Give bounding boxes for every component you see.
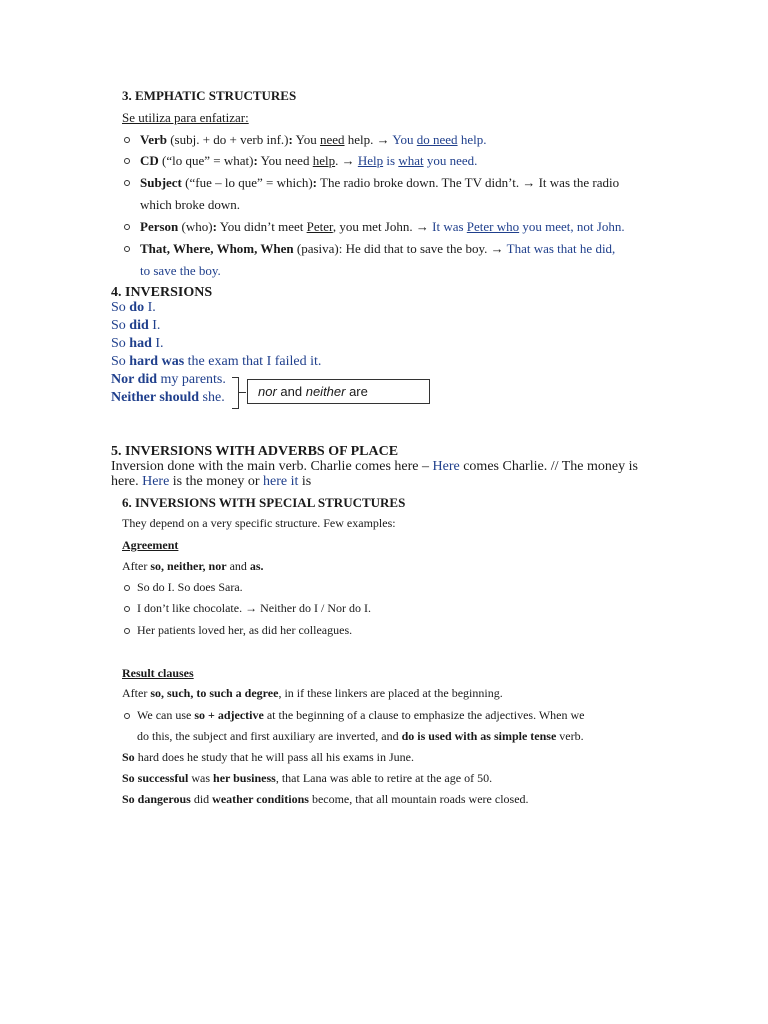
result-item-cont: do this, the subject and first auxiliary are inverted, and do is used with as simple tense verb. [137,729,584,743]
result-example: So hard does he study that he will pass all his exams in June. [122,750,414,764]
arrow-icon: → [376,132,390,147]
result-example: So successful was her business, that Lana was able to retire at the age of 50. [122,771,493,785]
brace-icon [232,377,239,409]
result-intro: After so, such, to such a degree, in if these linkers are placed at the beginning. [122,686,503,700]
section-3-title: 3. EMPHATIC STRUCTURES [122,88,297,103]
result-clauses-heading: Result clauses [122,666,194,680]
section-6-title: 6. INVERSIONS WITH SPECIAL STRUCTURES [122,495,406,510]
inversion-line: So do I. [111,300,156,315]
inversion-line: Neither should she. [111,390,225,405]
agreement-item: I don’t like chocolate. → Neither do I / Nor do I. [137,601,372,615]
section-6-intro: They depend on a very specific structure. Few examples: [122,516,396,530]
emphatic-item-subject-cont: which broke down. [140,197,241,212]
section-5-line-1: Inversion done with the main verb. Charlie comes here – Here comes Charlie. // The money is [111,459,638,474]
brace-tick [238,392,246,393]
result-item: We can use so + adjective at the beginning of a clause to emphasize the adjectives. When we [137,708,585,722]
arrow-icon: → [415,219,429,234]
result-example: So dangerous did weather conditions become, that all mountain roads were closed. [122,792,529,806]
bullet-icon [124,585,130,591]
arrow-icon: → [490,241,504,256]
section-3-intro: Se utiliza para enfatizar: [122,110,249,125]
arrow-icon: → [522,175,536,190]
bullet-icon [124,246,130,252]
inversion-line: So hard was the exam that I failed it. [111,354,322,369]
agreement-item: So do I. So does Sara. [137,580,243,594]
section-5-title: 5. INVERSIONS WITH ADVERBS OF PLACE [111,444,399,459]
bullet-icon [124,628,130,634]
bullet-icon [124,158,130,164]
bullet-icon [124,180,130,186]
inversion-line: So did I. [111,318,161,333]
section-5-line-2: here. Here is the money or here it is [111,474,312,489]
section-4-title: 4. INVERSIONS [111,285,213,300]
agreement-heading: Agreement [122,538,179,552]
inversion-line: So had I. [111,336,164,351]
bullet-icon [124,137,130,143]
emphatic-item-subject: Subject (“fue – lo que” = which): The radio broke down. The TV didn’t. → It was the radio [140,175,620,190]
inversion-line: Nor did my parents. [111,372,226,387]
emphatic-item-cd: CD (“lo que” = what): You need help. → Help is what you need. [140,153,478,168]
emphatic-item-person: Person (who): You didn’t meet Peter, you met John. → It was Peter who you meet, not John. [140,219,625,234]
emphatic-item-that-cont: to save the boy. [140,263,221,278]
emphatic-item-that: That, Where, Whom, When (pasiva): He did that to save the boy. → That was that he did, [140,241,616,256]
emphatic-item-verb: Verb (subj. + do + verb inf.): You need help. → You do need help. [140,132,487,147]
arrow-icon: → [245,601,258,615]
agreement-intro: After so, neither, nor and as. [122,559,264,573]
bullet-icon [124,713,130,719]
arrow-icon: → [341,153,355,168]
note-box: nor and neither are [247,379,430,404]
agreement-item: Her patients loved her, as did her colleagues. [137,623,353,637]
bullet-icon [124,224,130,230]
bullet-icon [124,606,130,612]
